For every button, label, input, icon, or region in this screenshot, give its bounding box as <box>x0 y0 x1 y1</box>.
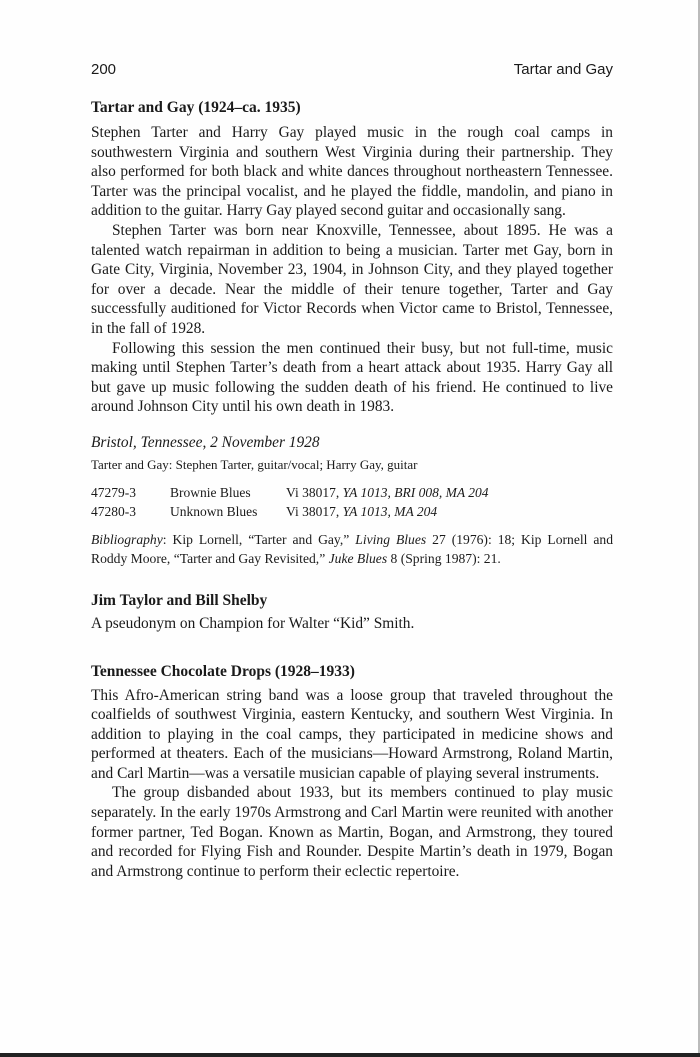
issue-numbers <box>286 502 437 521</box>
entry-heading: Jim Taylor and Bill Shelby <box>91 591 268 609</box>
track-list <box>91 483 613 521</box>
page-content <box>91 98 613 881</box>
entry-paragraph: This Afro-American string band was a loose group that traveled throughout the coalfields of southwest Virginia, eastern Kentucky, and southern West Virginia. In addition to playing in the coal camps, they participated in medicine shows and performed at theaters. Each of the musicians—Howard Armstrong, Roland Martin, and Carl Martin—was a versatile musician capable of playing several instruments. <box>91 686 613 782</box>
entry-tartar-and-gay <box>91 98 613 568</box>
bibliography-text: 27 (1976): 18; Kip Lornell and Roddy Moore, “Tarter and Gay Revisited,” <box>91 531 614 566</box>
entry-heading: Tartar and Gay (1924–ca. 1935) <box>91 99 301 116</box>
bibliography-text: : Kip Lornell, “Tarter and Gay,” <box>162 531 356 547</box>
bibliography-label: Bibliography <box>91 531 163 547</box>
page-header <box>91 61 613 83</box>
journal-title: Living Blues <box>355 531 427 547</box>
track-title: Unknown Blues <box>170 503 258 519</box>
scan-edge-bottom <box>0 1053 700 1057</box>
bibliography <box>91 530 613 568</box>
issue-numbers <box>286 483 489 502</box>
entry-heading: Tennessee Chocolate Drops (1928–1933) <box>91 662 355 680</box>
issue-plain: Vi 38017, <box>286 484 343 500</box>
entry-paragraph: Following this session the men continued their busy, but not full-time, music making until Stephen Tarter’s death from a heart attack about 1935. Harry Gay all but gave up music following the sudden death of his friend. He continued to live around Johnson City until his own death in 1983. <box>91 339 613 416</box>
matrix-number: 47280-3 <box>91 503 136 519</box>
entry-jim-taylor-and-bill-shelby <box>91 591 613 634</box>
entry-tennessee-chocolate-drops <box>91 662 613 882</box>
session-block <box>91 433 613 521</box>
track-row <box>91 502 613 521</box>
entry-paragraph: Stephen Tarter and Harry Gay played music in the rough coal camps in southwestern Virginia and southern West Virginia during their partnership. They also performed for both black and white dances throughout northeastern Tennessee. Tarter was the principal vocalist, and he played the fiddle, mandolin, and piano in addition to the guitar. Harry Gay played second guitar and occasionally sang. <box>91 124 613 220</box>
running-head: Tartar and Gay <box>513 61 613 78</box>
entry-paragraph: Stephen Tarter was born near Knoxville, Tennessee, about 1895. He was a talented watch repairman in addition to being a musician. Tarter met Gay, born in Gate City, Virginia, November 23, 1904, in Johnson City, and they played together for over a decade. Near the middle of their tenure together, Tarter and Gay successfully auditioned for Victor Records when Victor came to Bristol, Tennessee, in the fall of 1928. <box>91 221 613 337</box>
session-place-date: Bristol, Tennessee, 2 November 1928 <box>91 433 320 451</box>
journal-title: Juke Blues <box>328 550 388 566</box>
issue-italic: YA 1013, BRI 008, MA 204 <box>342 484 489 500</box>
entry-paragraph: The group disbanded about 1933, but its members continued to play music separately. In the early 1970s Armstrong and Carl Martin were reunited with another former partner, Ted Bogan. Known as Martin, Bogan, and Armstrong, they toured and recorded for Flying Fish and Rounder. Despite Martin’s death in 1979, Bogan and Armstrong continue to perform their eclectic repertoire. <box>91 784 613 880</box>
track-row <box>91 483 613 502</box>
matrix-number: 47279-3 <box>91 484 136 500</box>
issue-italic: YA 1013, MA 204 <box>342 503 438 519</box>
issue-plain: Vi 38017, <box>286 503 343 519</box>
entry-paragraph: A pseudonym on Champion for Walter “Kid” Smith. <box>91 614 415 632</box>
track-title: Brownie Blues <box>170 484 251 500</box>
page-number: 200 <box>91 61 117 78</box>
bibliography-text: 8 (Spring 1987): 21. <box>387 550 501 566</box>
session-personnel: Tarter and Gay: Stephen Tarter, guitar/vocal; Harry Gay, guitar <box>91 456 418 472</box>
